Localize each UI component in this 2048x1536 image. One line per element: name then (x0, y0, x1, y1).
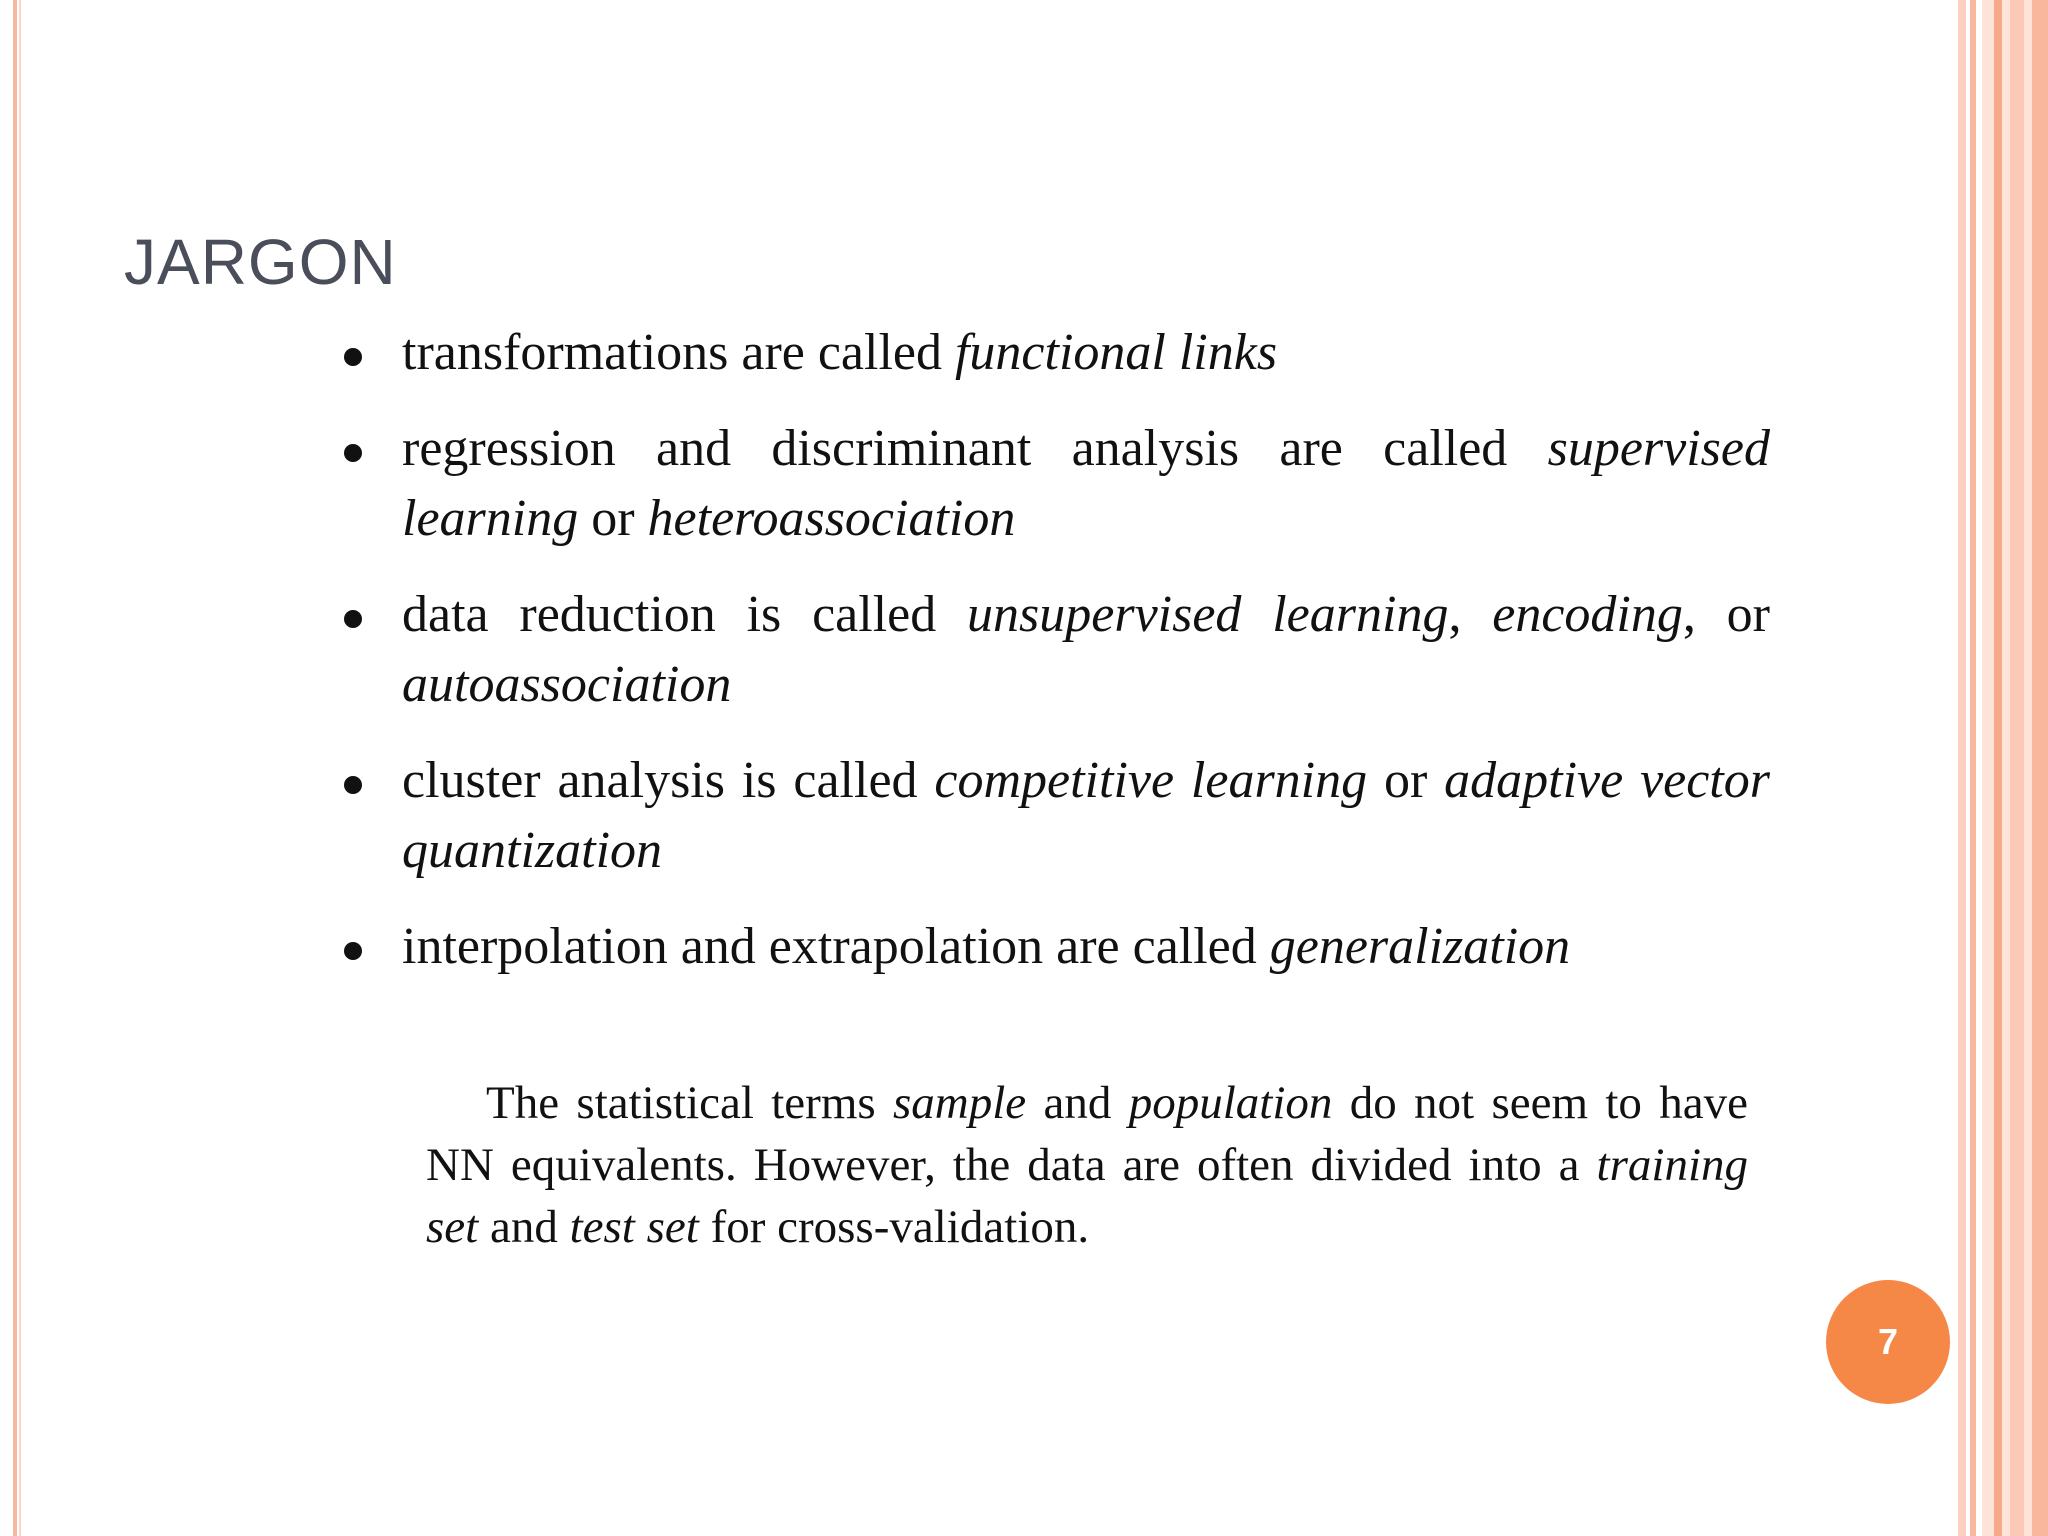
right-border-stripe-2 (1970, 0, 1976, 1536)
right-border-stripe-3 (1994, 0, 2002, 1536)
bullet-term: supervised learning (402, 420, 1770, 547)
bullet-term: functional links (954, 324, 1278, 381)
left-border-stripe-inner (19, 0, 21, 1536)
bullet-text: , (1448, 586, 1493, 643)
bullet-item (340, 318, 1770, 388)
bullet-dot-icon (344, 610, 362, 628)
bullet-term: generalization (1269, 918, 1571, 975)
bullet-text: regression and discriminant analysis are called (402, 420, 1548, 477)
bullet-term: adaptive vector quantization (402, 752, 1770, 879)
paragraph-text: do not seem to have NN equivalents. However, the data are often divided into a (426, 1077, 1748, 1191)
bullet-item (340, 912, 1770, 982)
bullet-term: heteroassociation (647, 490, 1016, 547)
bullet-text: cluster analysis is called (402, 752, 935, 809)
bullet-dot-icon (344, 348, 362, 366)
bullet-dot-icon (344, 444, 362, 462)
bullet-dot-icon (344, 776, 362, 794)
left-border-stripe (13, 0, 17, 1536)
bullet-text: transformations are called (402, 324, 955, 381)
bullet-item (340, 580, 1770, 720)
paragraph-term: training set (426, 1139, 1748, 1253)
bullet-text: or (578, 490, 648, 547)
paragraph-term: sample (893, 1077, 1027, 1129)
bullet-text: data reduction is called (402, 586, 968, 643)
right-border-stripe-5 (2032, 0, 2048, 1536)
bullet-text: or (1367, 752, 1445, 809)
paragraph-text: The statistical terms (486, 1077, 894, 1129)
bullet-text: interpolation and extrapolation are called (402, 918, 1270, 975)
paragraph-text: and (478, 1201, 570, 1253)
bullet-list (340, 318, 1770, 1008)
page-number-badge: 7 (1826, 1280, 1950, 1404)
paragraph-text: for cross-validation. (698, 1201, 1090, 1253)
slide-title: JARGON (124, 226, 397, 298)
bullet-term: autoassociation (402, 656, 732, 713)
right-border-stripe-4 (2010, 0, 2024, 1536)
bullet-term: encoding (1492, 586, 1683, 643)
paragraph-term: population (1128, 1077, 1333, 1129)
body-paragraph (426, 1072, 1748, 1258)
paragraph-text: and (1026, 1077, 1129, 1129)
bullet-text: , or (1682, 586, 1770, 643)
paragraph-term: test set (569, 1201, 699, 1253)
right-border-stripe-1 (1958, 0, 1966, 1536)
bullet-term: competitive learning (934, 752, 1368, 809)
bullet-item (340, 746, 1770, 886)
bullet-dot-icon (344, 942, 362, 960)
bullet-term: unsupervised learning (967, 586, 1449, 643)
bullet-item (340, 414, 1770, 554)
